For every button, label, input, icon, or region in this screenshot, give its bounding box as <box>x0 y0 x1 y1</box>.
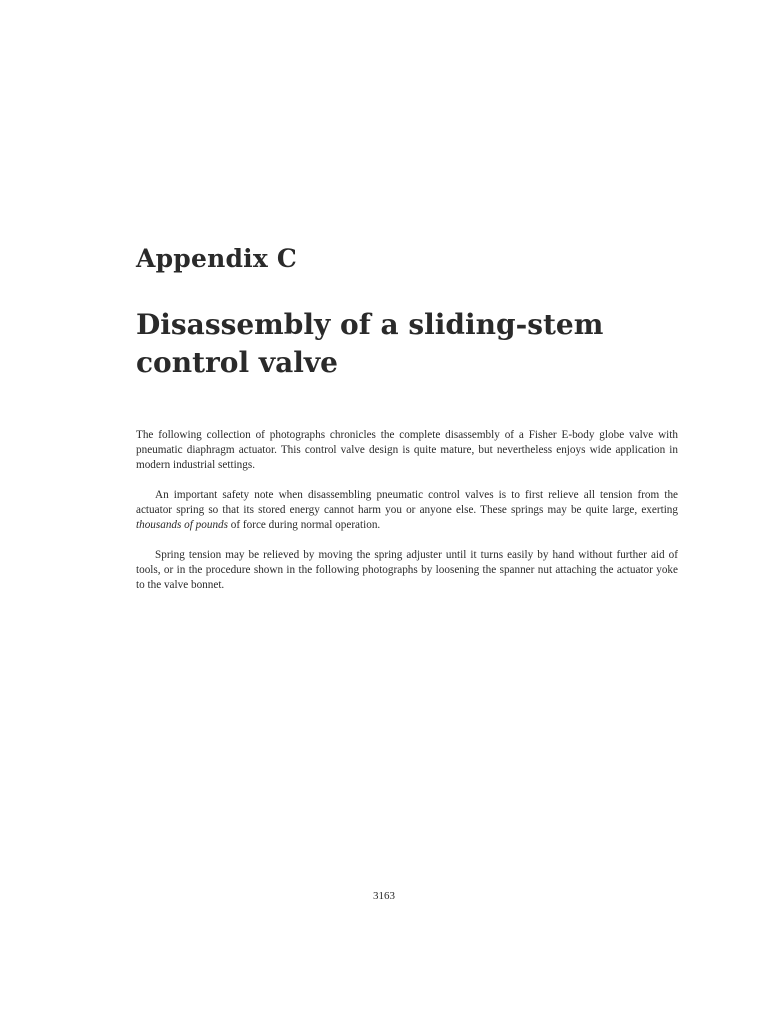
safety-paragraph <box>136 488 678 534</box>
safety-text-end: of force during normal operation. <box>228 519 381 532</box>
spring-tension-paragraph: Spring tension may be relieved by moving the spring adjuster until it turns easily by hand without further aid of tools, or in the procedure shown in the following photographs by loosening the spanner nut attaching the actuator yoke to the valve bonnet. <box>136 549 678 592</box>
page-number: 3163 <box>373 890 395 902</box>
intro-paragraph: The following collection of photographs chronicles the complete disassembly of a Fisher E-body globe valve with pneumatic diaphragm actuator. This control valve design is quite mature, but nevertheless enjoys wide application in modern industrial settings. <box>136 429 678 472</box>
emphasis-text: thousands of pounds <box>136 519 228 532</box>
appendix-label: Appendix C <box>136 244 297 273</box>
chapter-title: Disassembly of a sliding-stem control valve <box>136 308 604 379</box>
safety-text-start: An important safety note when disassembling pneumatic control valves is to first relieve all tension from the actuator spring so that its stored energy cannot harm you or anyone else. These springs may be quite large, exerting <box>136 489 678 517</box>
